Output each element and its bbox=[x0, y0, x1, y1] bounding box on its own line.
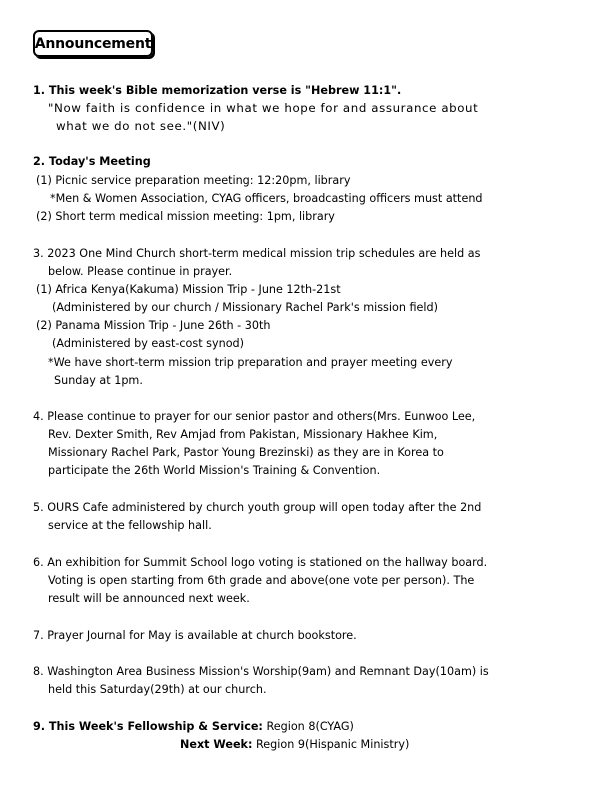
item-8-line-2: held this Saturday(29th) at our church. bbox=[48, 683, 267, 696]
item-5-line-2: service at the fellowship hall. bbox=[48, 519, 212, 532]
item-5-line-1: 5. OURS Cafe administered by church youth group will open today after the 2nd bbox=[33, 501, 482, 514]
item-1-verse-line-2: what we do not see."(NIV) bbox=[56, 119, 226, 133]
item-4-line-3: Missionary Rachel Park, Pastor Young Brezinski) as they are in Korea to bbox=[48, 446, 444, 459]
item-6-line-2: Voting is open starting from 6th grade and above(one vote per person). The bbox=[48, 574, 475, 587]
page-title: Announcement bbox=[34, 35, 152, 52]
item-9-this-week-label: 9. This Week's Fellowship & Service: bbox=[33, 720, 263, 733]
item-7-line-1: 7. Prayer Journal for May is available at church bookstore. bbox=[33, 629, 357, 642]
item-2-line-2: *Men & Women Association, CYAG officers, broadcasting officers must attend bbox=[50, 192, 483, 205]
item-3-line-4: (Administered by our church / Missionary Rachel Park's mission field) bbox=[52, 301, 438, 314]
item-1-heading: 1. This week's Bible memorization verse is "Hebrew 11:1". bbox=[33, 84, 402, 97]
item-3-line-5: (2) Panama Mission Trip - June 26th - 30th bbox=[36, 319, 271, 332]
item-3-line-2: below. Please continue in prayer. bbox=[48, 265, 233, 278]
item-3-line-7: *We have short-term mission trip preparation and prayer meeting every bbox=[48, 356, 453, 369]
item-3-line-1: 3. 2023 One Mind Church short-term medical mission trip schedules are held as bbox=[33, 247, 481, 260]
announcement-title-box bbox=[33, 30, 153, 57]
item-9-this-week bbox=[33, 720, 354, 734]
item-4-line-1: 4. Please continue to prayer for our senior pastor and others(Mrs. Eunwoo Lee, bbox=[33, 410, 476, 423]
item-4-line-4: participate the 26th World Mission's Training & Convention. bbox=[48, 464, 381, 477]
item-2-line-1: (1) Picnic service preparation meeting: 12:20pm, library bbox=[36, 174, 351, 187]
item-9-next-week bbox=[180, 738, 409, 752]
item-6-line-3: result will be announced next week. bbox=[48, 592, 250, 605]
item-1-verse-line-1: "Now faith is confidence in what we hope for and assurance about bbox=[48, 101, 479, 115]
item-9-next-week-value: Region 9(Hispanic Ministry) bbox=[252, 738, 410, 751]
item-2-heading: 2. Today's Meeting bbox=[33, 155, 151, 168]
item-9-next-week-label: Next Week: bbox=[180, 738, 253, 751]
item-8-line-1: 8. Washington Area Business Mission's Worship(9am) and Remnant Day(10am) is bbox=[33, 665, 489, 678]
item-9-this-week-value: Region 8(CYAG) bbox=[262, 720, 354, 733]
item-3-line-8: Sunday at 1pm. bbox=[54, 374, 143, 387]
item-6-line-1: 6. An exhibition for Summit School logo voting is stationed on the hallway board. bbox=[33, 556, 488, 569]
item-4-line-2: Rev. Dexter Smith, Rev Amjad from Pakistan, Missionary Hakhee Kim, bbox=[48, 428, 438, 441]
item-3-line-6: (Administered by east-cost synod) bbox=[52, 337, 245, 350]
item-3-line-3: (1) Africa Kenya(Kakuma) Mission Trip - June 12th-21st bbox=[36, 283, 341, 296]
item-2-line-3: (2) Short term medical mission meeting: 1pm, library bbox=[36, 210, 335, 223]
